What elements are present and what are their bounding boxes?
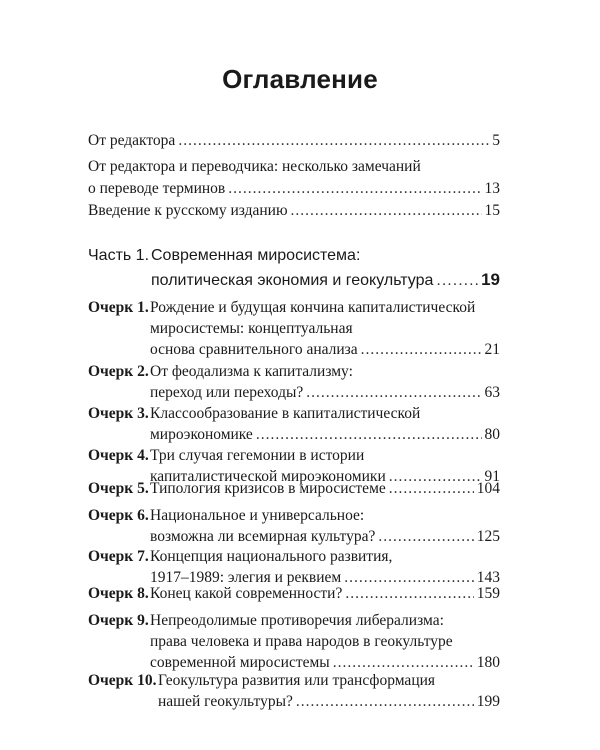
toc-leader-dots [361, 339, 482, 360]
essay-title-cont: 1917–1989: элегия и реквием [150, 569, 342, 586]
essay-title: Геокультура развития или трансформация [158, 672, 436, 689]
part-title: Современная миросистема: [151, 247, 361, 264]
toc-page-number: 19 [481, 270, 500, 289]
toc-page-number: 80 [484, 426, 500, 443]
toc-page-number: 5 [492, 132, 500, 149]
toc-page-number: 199 [476, 693, 500, 710]
toc-leader-dots [228, 178, 481, 200]
essay-title-cont: переход или переходы? [150, 384, 304, 401]
essay-number: Очерк 10. [88, 672, 157, 689]
part-label: Часть 1. [88, 247, 150, 264]
essay-number: Очерк 4. [88, 447, 149, 464]
essay-title: Национальное и универсальное: [150, 507, 365, 524]
essay-number: Очерк 7. [88, 548, 149, 565]
toc-page-number: 15 [484, 202, 500, 219]
page-title: Оглавление [222, 64, 378, 94]
essay-number: Очерк 8. [88, 585, 149, 602]
toc-page-number: 13 [484, 180, 500, 197]
toc-leader-dots [389, 478, 474, 499]
toc-leader-dots [436, 269, 478, 293]
essay-number: Очерк 3. [88, 405, 149, 422]
essay-title-cont: капиталистической мироэкономики [150, 468, 386, 485]
toc-leader-dots [306, 382, 481, 403]
essay-title-cont: современной миросистемы [150, 654, 330, 671]
essay-title: Непреодолимые противоречия либерализма: [150, 612, 444, 629]
toc-entry-title-cont: о переводе терминов [88, 180, 226, 197]
toc-page-number: 180 [476, 654, 500, 671]
toc-leader-dots [291, 200, 482, 222]
essay-title: Концепция национального развития, [150, 548, 393, 565]
toc-leader-dots [178, 130, 489, 152]
essay-number: Очерк 1. [88, 299, 149, 316]
part-title-cont: политическая экономия и геокультура [151, 272, 434, 289]
essay-title: Конец какой современности? [150, 585, 343, 602]
toc-leader-dots [378, 526, 473, 547]
toc-entry-title: От редактора [88, 132, 176, 149]
essay-title-cont: права человека и права народов в геокультуре [150, 633, 453, 650]
essay-number: Очерк 5. [88, 480, 149, 497]
toc-page-number: 125 [476, 528, 500, 545]
toc-entry-translator-notes[interactable] [88, 156, 500, 200]
essay-title: Рождение и будущая кончина капиталистической [150, 299, 476, 316]
essay-title-cont: миросистемы: концептуальная [150, 320, 353, 337]
toc-entry-editor[interactable] [88, 130, 500, 152]
essay-title-cont: мироэкономике [150, 426, 253, 443]
essay-number: Очерк 9. [88, 612, 149, 629]
essay-title-cont: основа сравнительного анализа [150, 341, 358, 358]
toc-entry-title: От редактора и переводчика: несколько замечаний [88, 158, 421, 175]
essay-title-cont: возможна ли всемирная культура? [150, 528, 376, 545]
toc-page-number: 91 [484, 468, 500, 485]
toc-page-number: 143 [476, 569, 500, 586]
toc-entry-introduction[interactable] [88, 200, 500, 222]
toc-leader-dots [296, 691, 474, 712]
essay-title: От феодализма к капитализму: [150, 363, 353, 380]
toc-page-number: 104 [476, 480, 500, 497]
toc-entry-title: Введение к русскому изданию [88, 202, 288, 219]
essay-title: Три случая гегемонии в истории [150, 447, 365, 464]
toc-leader-dots [256, 424, 482, 445]
essay-title-cont: нашей геокультуры? [158, 693, 293, 710]
essay-title: Типология кризисов в миросистеме [150, 480, 386, 497]
toc-page-number: 21 [484, 341, 500, 358]
essay-number: Очерк 6. [88, 507, 149, 524]
toc-leader-dots [345, 583, 473, 604]
toc-page-number: 159 [476, 585, 500, 602]
essay-title: Классообразование в капиталистической [150, 405, 421, 422]
toc-page-number: 63 [484, 384, 500, 401]
essay-number: Очерк 2. [88, 363, 149, 380]
